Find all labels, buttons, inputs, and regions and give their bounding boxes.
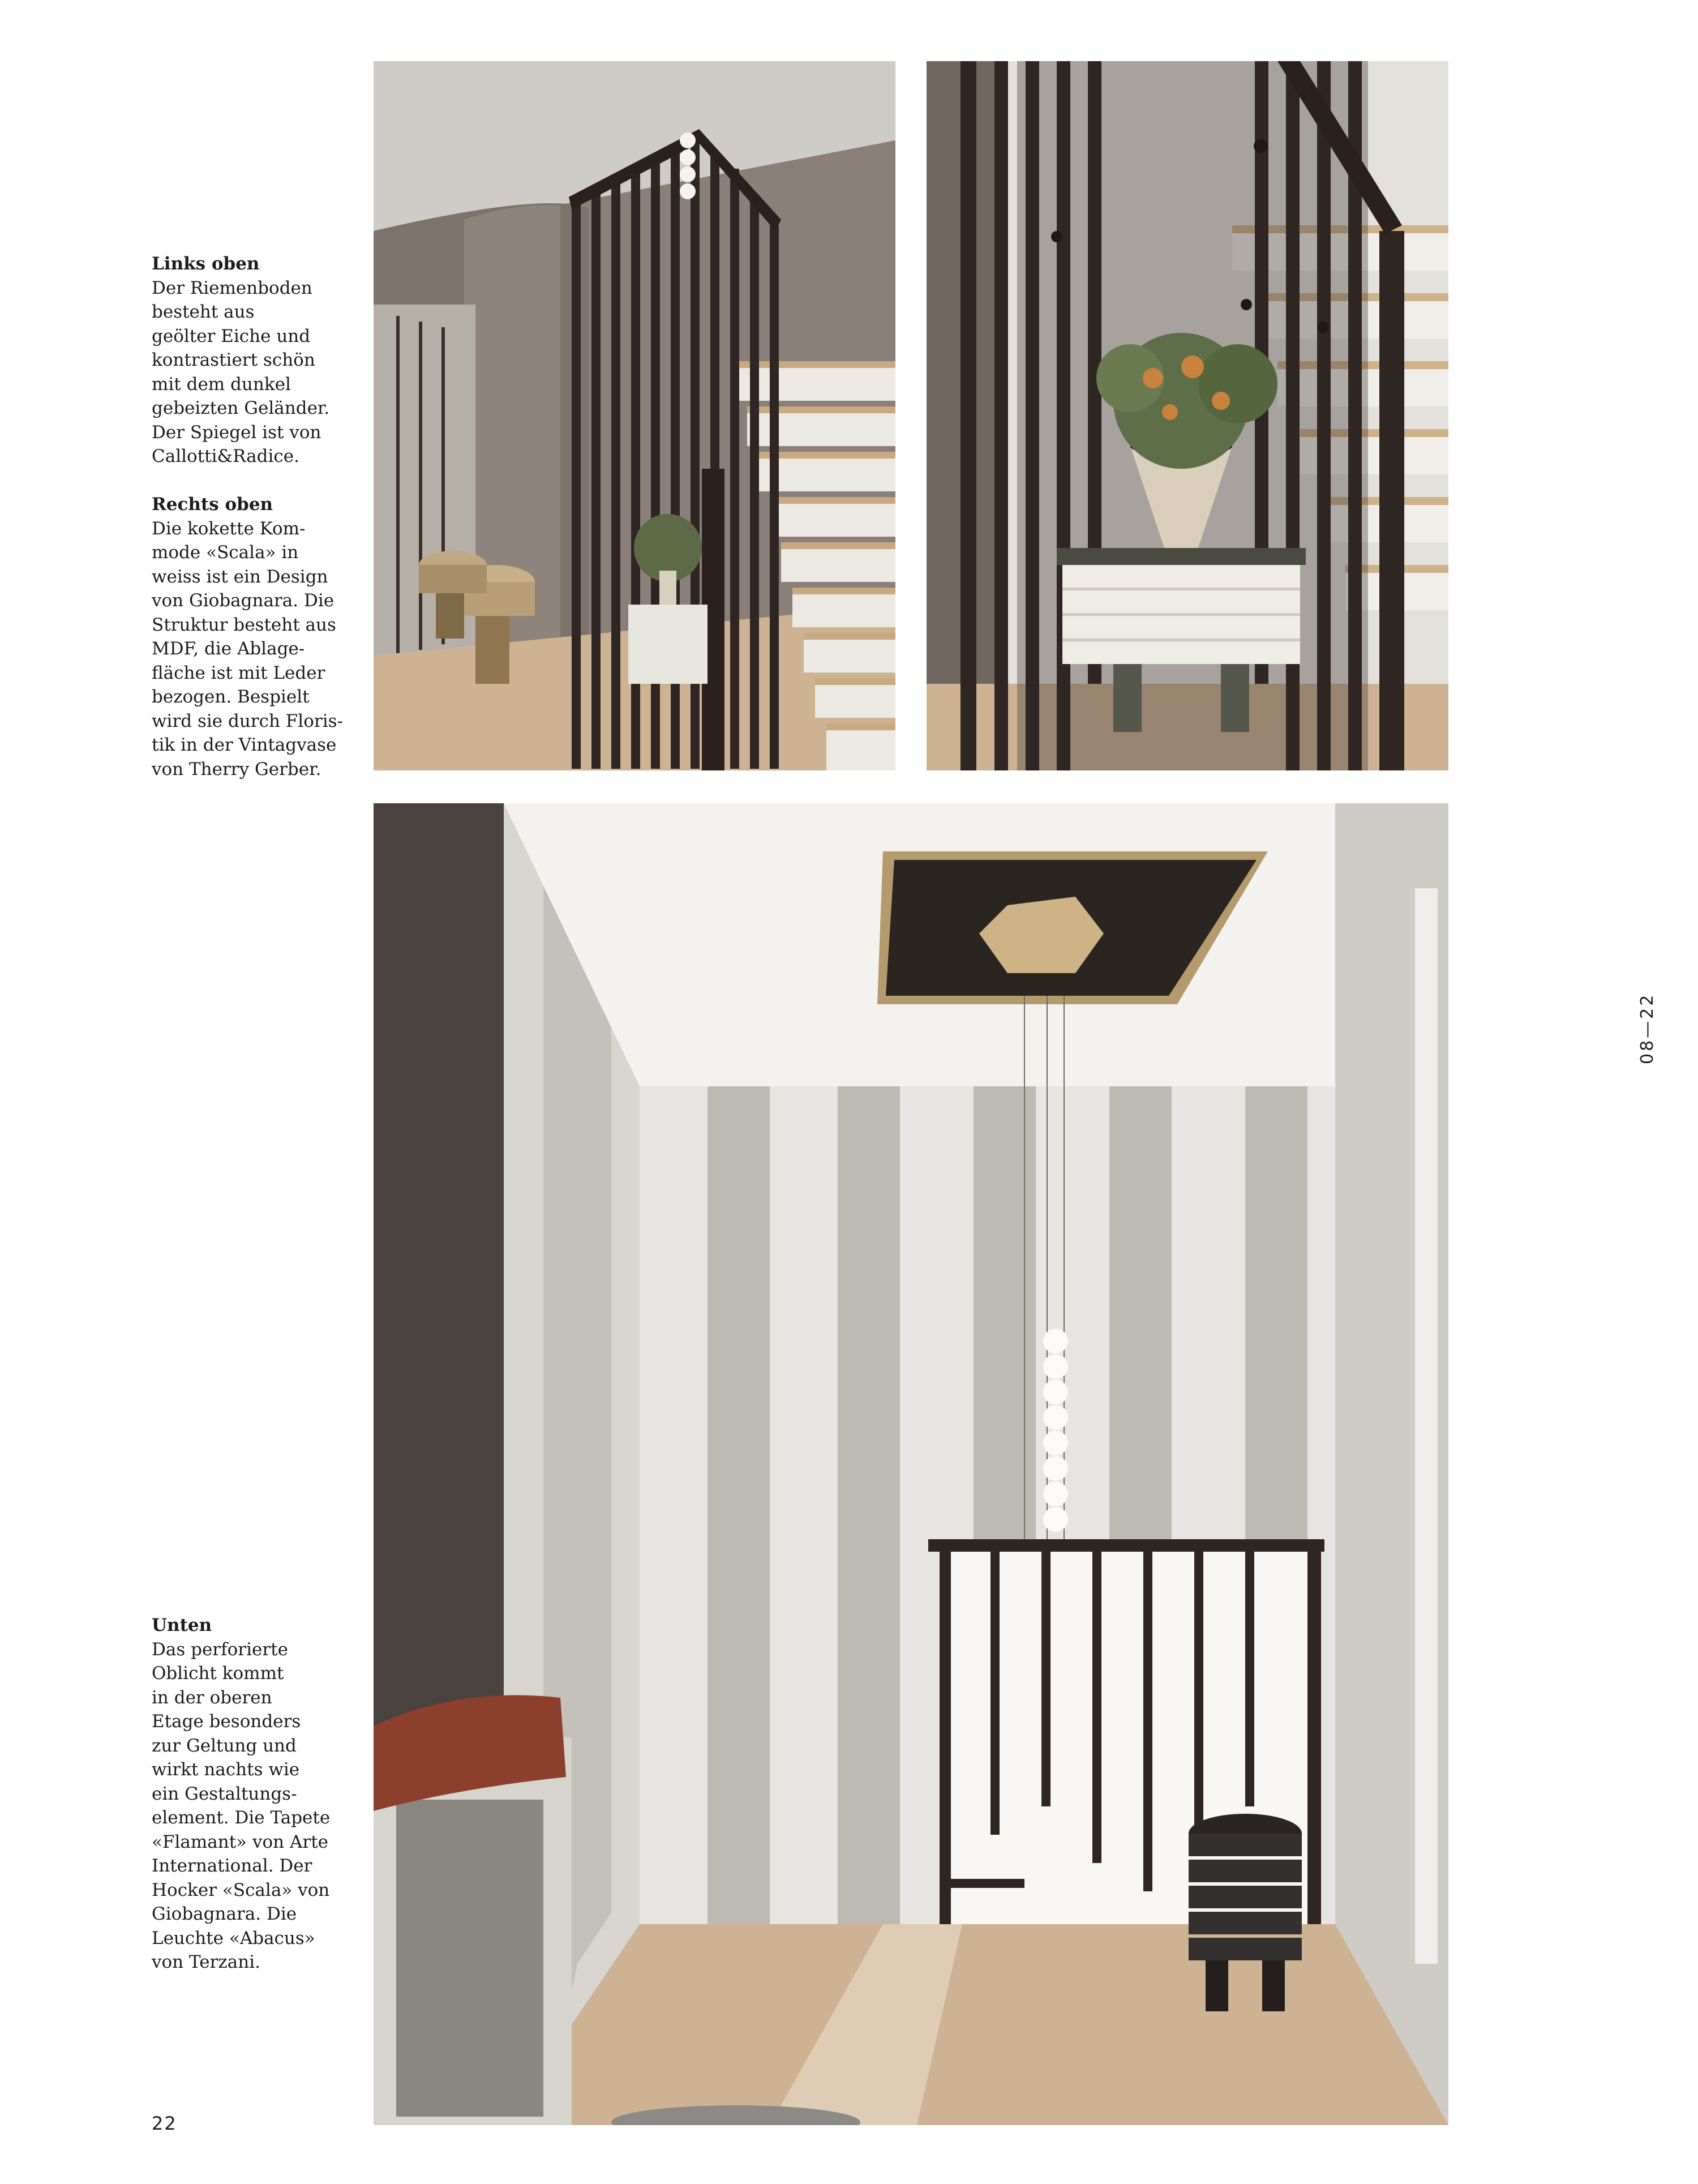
page-number: 22 (152, 2113, 177, 2134)
issue-label: 08—22 (1637, 992, 1657, 1064)
caption-body: Die kokette Kom- mode «Scala» in weiss ist ein Design von Giobagnara. Die Struktur besteht aus MDF, die Ablage- fläche ist mit Leder bezogen. Bespielt wird sie durch Floris- tik in der Vintagvase von Therry Gerber. (152, 518, 344, 780)
photo-dresser-flowers (927, 61, 1448, 770)
caption-body: Der Riemenboden besteht aus geölter Eiche und kontrastiert schön mit dem dunkel gebeizten Geländer. Der Spiegel ist von Callotti&Radice. (152, 277, 330, 466)
caption-top-left (152, 252, 344, 469)
caption-bottom (152, 1613, 344, 1975)
photo-upper-landing-skylight (374, 803, 1448, 2125)
photo-staircase-mirror (374, 61, 895, 770)
caption-heading: Unten (152, 1615, 212, 1635)
caption-top-right (152, 493, 344, 781)
caption-body: Das perforierte Oblicht kommt in der oberen Etage besonders zur Geltung und wirkt nachts wie ein Gestaltungs- element. Die Tapete «Flamant» von Arte International. Der Hocker «Scala» von Giobagnara. Die Leuchte «Abacus» von Terzani. (152, 1639, 331, 1972)
caption-heading: Links oben (152, 254, 260, 274)
caption-heading: Rechts oben (152, 494, 273, 515)
